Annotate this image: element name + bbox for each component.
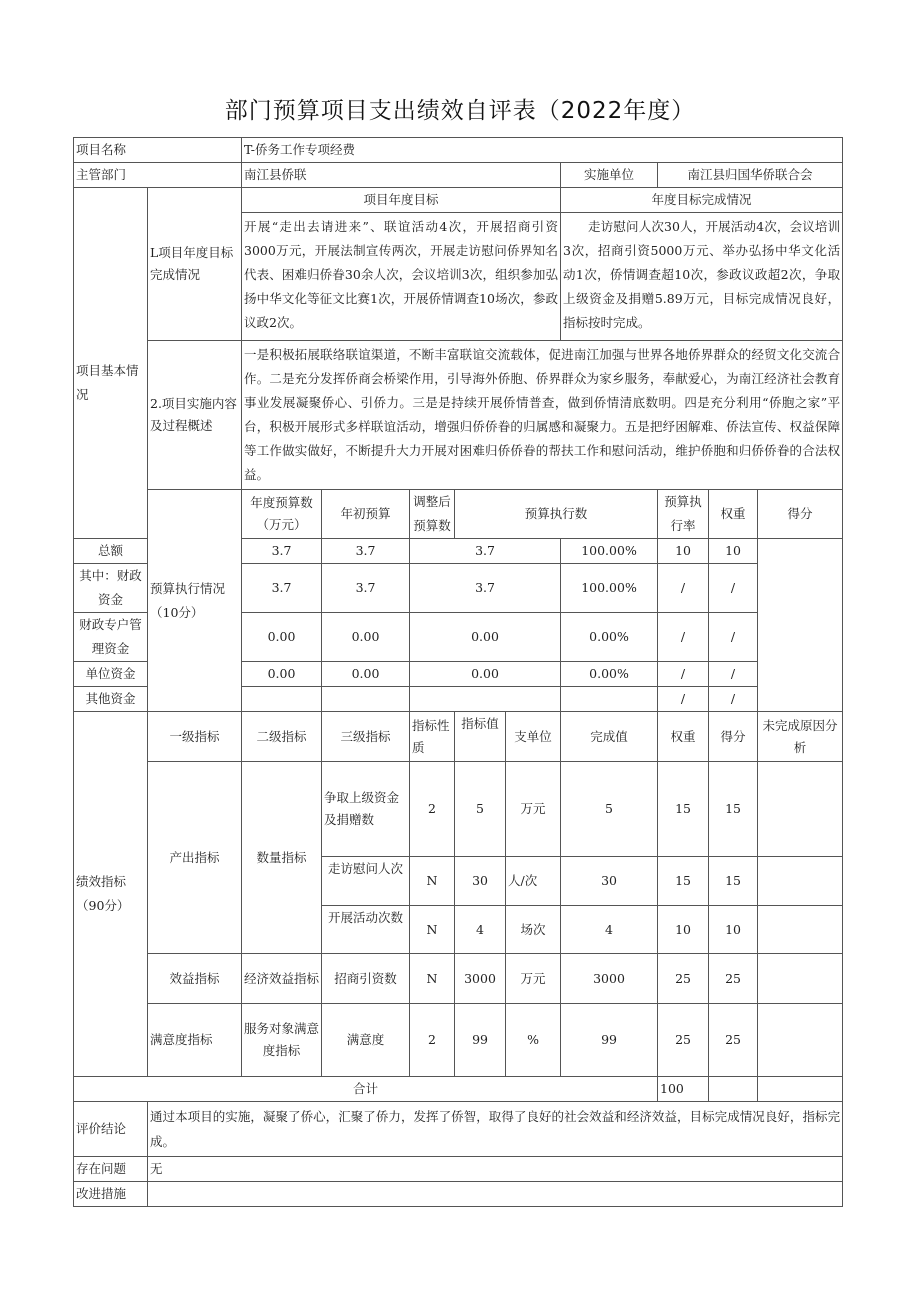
perf-row <box>74 762 843 857</box>
perf-col-header: 二级指标 <box>242 712 322 762</box>
budget-executed <box>410 687 561 712</box>
dept-label: 主管部门 <box>74 163 242 188</box>
perf-target: 5 <box>455 762 506 857</box>
total-score <box>709 1077 758 1102</box>
budget-initial: 0.00 <box>242 613 322 662</box>
impl-unit-label: 实施单位 <box>561 163 658 188</box>
budget-col-header: 年度预算数（万元） <box>242 490 322 539</box>
budget-executed: 0.00 <box>410 613 561 662</box>
budget-row-label: 单位资金 <box>74 662 148 687</box>
perf-score: 15 <box>709 762 758 857</box>
perf-reason <box>758 857 843 906</box>
budget-col-header: 预算执行率 <box>658 490 709 539</box>
budget-rate: 0.00% <box>561 662 658 687</box>
perf-level3: 招商引资数 <box>322 954 410 1004</box>
budget-row-label: 其中：财政资金 <box>74 564 148 613</box>
perf-target: 3000 <box>455 954 506 1004</box>
total-reason <box>758 1077 843 1102</box>
perf-level3: 满意度 <box>322 1004 410 1077</box>
row-improvement <box>74 1182 843 1207</box>
perf-actual: 4 <box>561 906 658 954</box>
basic-section-label: 项目基本情况 <box>74 188 148 539</box>
budget-weight: / <box>658 564 709 613</box>
page-title: 部门预算项目支出绩效自评表（2022年度） <box>224 98 696 124</box>
budget-row-label: 其他资金 <box>74 687 148 712</box>
perf-actual: 30 <box>561 857 658 906</box>
perf-weight: 25 <box>658 1004 709 1077</box>
impl-unit-value: 南江县归国华侨联合会 <box>658 163 843 188</box>
budget-row-label: 总额 <box>74 539 148 564</box>
budget-weight: / <box>658 662 709 687</box>
budget-adjusted: 0.00 <box>322 662 410 687</box>
perf-weight: 10 <box>658 906 709 954</box>
perf-nature: N <box>410 857 455 906</box>
perf-score: 10 <box>709 906 758 954</box>
perf-section-label: 绩效指标（90分） <box>74 712 148 1077</box>
budget-executed: 0.00 <box>410 662 561 687</box>
budget-section-label: 预算执行情况（10分） <box>148 490 242 712</box>
row-process <box>74 341 843 490</box>
perf-level1: 效益指标 <box>148 954 242 1004</box>
perf-level3: 争取上级资金及捐赠数 <box>322 762 410 857</box>
perf-weight: 15 <box>658 762 709 857</box>
budget-col-header: 年初预算 <box>322 490 410 539</box>
perf-level2: 经济效益指标 <box>242 954 322 1004</box>
perf-col-header: 支单位 <box>506 712 561 762</box>
budget-weight: / <box>658 687 709 712</box>
budget-rate: 0.00% <box>561 613 658 662</box>
perf-actual: 3000 <box>561 954 658 1004</box>
perf-target: 4 <box>455 906 506 954</box>
perf-weight: 15 <box>658 857 709 906</box>
budget-col-header: 得分 <box>758 490 843 539</box>
perf-score: 15 <box>709 857 758 906</box>
perf-target: 30 <box>455 857 506 906</box>
budget-col-header: 权重 <box>709 490 758 539</box>
perf-reason <box>758 954 843 1004</box>
perf-unit: 万元 <box>506 762 561 857</box>
perf-level3: 走访慰问人次 <box>322 857 410 906</box>
budget-initial: 3.7 <box>242 564 322 613</box>
row-goal-header <box>74 188 843 213</box>
total-weight: 100 <box>658 1077 709 1102</box>
perf-col-header: 完成值 <box>561 712 658 762</box>
budget-rate: 100.00% <box>561 539 658 564</box>
perf-level1: 产出指标 <box>148 762 242 954</box>
goal-header: 项目年度目标 <box>242 188 561 213</box>
goal-text: 开展“走出去请进来”、联谊活动4次，开展招商引资3000万元，开展法制宣传两次，开展走访慰问侨界知名代表、困难归侨眷30余人次，会议培训3次，组织参加弘扬中华文化等征文比赛1次，开展侨情调查10场次，参政议政2次。 <box>242 213 561 341</box>
budget-adjusted: 0.00 <box>322 613 410 662</box>
perf-col-header: 一级指标 <box>148 712 242 762</box>
row-evaluation <box>74 1102 843 1157</box>
total-row <box>74 1077 843 1102</box>
budget-header-row <box>74 490 843 539</box>
perf-col-header: 未完成原因分析 <box>758 712 843 762</box>
perf-level2: 数量指标 <box>242 762 322 954</box>
process-label: 2.项目实施内容及过程概述 <box>148 341 242 490</box>
budget-reason <box>758 539 843 712</box>
budget-row-label: 财政专户管理资金 <box>74 613 148 662</box>
eval-text: 通过本项目的实施，凝聚了侨心，汇聚了侨力，发挥了侨智，取得了良好的社会效益和经济效益，目标完成情况良好，指标完成。 <box>148 1102 843 1157</box>
perf-nature: 2 <box>410 762 455 857</box>
row-department <box>74 163 843 188</box>
perf-nature: 2 <box>410 1004 455 1077</box>
perf-score: 25 <box>709 1004 758 1077</box>
completion-text: 走访慰问人次30人，开展活动4次，会议培训3次，招商引资5000万元、举办弘扬中华文化活动1次，侨情调查超10次，参政议政超2次，争取上级资金及捐赠5.89万元，目标完成情况良好，指标按时完成。 <box>561 213 843 341</box>
perf-reason <box>758 906 843 954</box>
perf-level1: 满意度指标 <box>148 1004 242 1077</box>
perf-score: 25 <box>709 954 758 1004</box>
budget-score: / <box>709 613 758 662</box>
perf-col-header: 权重 <box>658 712 709 762</box>
eval-label: 评价结论 <box>74 1102 148 1157</box>
perf-row <box>74 954 843 1004</box>
dept-value: 南江县侨联 <box>242 163 561 188</box>
budget-weight: 10 <box>658 539 709 564</box>
row-issues <box>74 1157 843 1182</box>
perf-unit: 万元 <box>506 954 561 1004</box>
budget-executed: 3.7 <box>410 539 561 564</box>
perf-nature: N <box>410 906 455 954</box>
perf-header-row <box>74 712 843 762</box>
budget-initial: 0.00 <box>242 662 322 687</box>
total-label: 合计 <box>74 1077 658 1102</box>
perf-reason <box>758 762 843 857</box>
issues-label: 存在问题 <box>74 1157 148 1182</box>
budget-adjusted: 3.7 <box>322 539 410 564</box>
budget-rate <box>561 687 658 712</box>
budget-adjusted: 3.7 <box>322 564 410 613</box>
completion-header: 年度目标完成情况 <box>561 188 843 213</box>
perf-nature: N <box>410 954 455 1004</box>
perf-unit: % <box>506 1004 561 1077</box>
budget-weight: / <box>658 613 709 662</box>
improve-text <box>148 1182 843 1207</box>
perf-unit: 人/次 <box>506 857 561 906</box>
budget-score: 10 <box>709 539 758 564</box>
row-project-name <box>74 138 843 163</box>
perf-unit: 场次 <box>506 906 561 954</box>
perf-col-header: 指标性质 <box>410 712 455 762</box>
budget-score: / <box>709 687 758 712</box>
budget-initial: 3.7 <box>242 539 322 564</box>
perf-actual: 99 <box>561 1004 658 1077</box>
project-name-label: 项目名称 <box>74 138 242 163</box>
perf-level3: 开展活动次数 <box>322 906 410 954</box>
perf-target: 99 <box>455 1004 506 1077</box>
budget-score: / <box>709 662 758 687</box>
perf-reason <box>758 1004 843 1077</box>
issues-text: 无 <box>148 1157 843 1182</box>
process-text: 一是积极拓展联络联谊渠道，不断丰富联谊交流载体，促进南江加强与世界各地侨界群众的经贸文化交流合作。二是充分发挥侨商会桥梁作用，引导海外侨胞、侨界群众为家乡服务，奉献爱心，为南江经济社会教育事业发展凝聚侨心、引侨力。三是是持续开展侨情普查，做到侨情清底数明。四是充分利用“侨胞之家”平台，积极开展形式多样联谊活动，增强归侨侨眷的归属感和凝聚力。五是把纾困解难、侨法宣传、权益保障等工作做实做好，不断提升大力开展对困难归侨侨眷的帮扶工作和慰问活动，维护侨胞和归侨侨眷的合法权益。 <box>242 341 843 490</box>
budget-col-header: 调整后预算数 <box>410 490 455 539</box>
self-evaluation-table <box>73 137 843 1207</box>
perf-actual: 5 <box>561 762 658 857</box>
perf-col-header: 得分 <box>709 712 758 762</box>
budget-col-header: 预算执行数 <box>455 490 658 539</box>
budget-initial <box>242 687 322 712</box>
goal-label: L项目年度目标完成情况 <box>148 188 242 341</box>
improve-label: 改进措施 <box>74 1182 148 1207</box>
budget-score: / <box>709 564 758 613</box>
budget-adjusted <box>322 687 410 712</box>
perf-col-header: 三级指标 <box>322 712 410 762</box>
perf-level2: 服务对象满意度指标 <box>242 1004 322 1077</box>
budget-rate: 100.00% <box>561 564 658 613</box>
budget-executed: 3.7 <box>410 564 561 613</box>
perf-row <box>74 1004 843 1077</box>
perf-col-header: 指标值 <box>455 712 506 762</box>
project-name-value: T-侨务工作专项经费 <box>242 138 843 163</box>
perf-weight: 25 <box>658 954 709 1004</box>
